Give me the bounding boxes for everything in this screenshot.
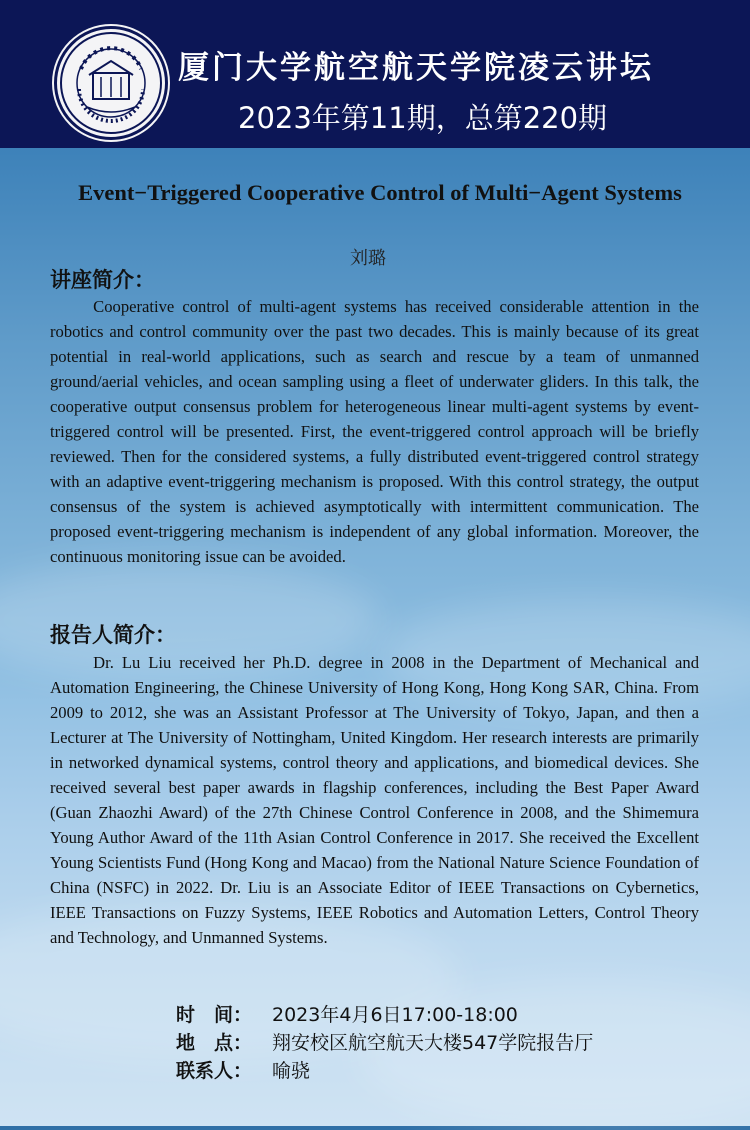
talk-title: Event−Triggered Cooperative Control of Multi−Agent Systems [78,180,682,205]
abstract-heading: 讲座简介： [50,268,155,292]
contact-label: 联系人： [176,1060,253,1082]
time-value: 2023年4月6日17:00-18:00 [272,1004,518,1026]
speaker-name: 刘璐 [350,248,386,269]
place-value: 翔安校区航空航天大楼547学院报告厅 [272,1032,594,1054]
university-seal-logo [54,26,168,140]
bio-text: Dr. Lu Liu received her Ph.D. degree in 2008 in the Department of Mechanical and Automation Engineering, the Chinese University of Hong Kong, Hong Kong SAR, China. From 2009 to 2012, she was an Assistant Professor at The University of Tokyo, Japan, and then a Lecturer at The University of Nottingham, United Kingdom. Her research interests are primarily in networked dynamical systems, control theory and applications, and biomedical devices. She received several best paper awards in flagship conferences, including the Best Paper Award (Guan Zhaozhi Award) of the 27th Chinese Control Conference in 2008, and the Shimemura Young Author Award of the 11th Asian Control Conference in 2017. She received the Excellent Young Scientists Fund (Hong Kong and Macao) from the National Nature Science Foundation of China (NSFC) in 2022. Dr. Liu is an Associate Editor of IEEE Transactions on Cybernetics, IEEE Transactions on Fuzzy Systems, IEEE Robotics and Automation Letters, Control Theory and Technology, and Unmanned Systems. [50,653,699,947]
header-banner [0,0,750,148]
contact-row [176,1056,310,1083]
bio-heading: 报告人简介： [50,623,176,647]
time-row [176,1000,518,1027]
abstract-text: Cooperative control of multi-agent systems has received considerable attention in the robotics and control community over the past two decades. This is mainly because of its great potential in real-world applications, such as search and rescue by a team of unmanned ground/aerial vehicles, and ocean sampling using a fleet of underwater gliders. In this talk, the cooperative output consensus problem for heterogeneous linear multi-agent systems by event-triggered control will be presented. First, the event-triggered control approach will be briefly reviewed. Then for the considered systems, a fully distributed event-triggered control strategy with an adaptive event-triggering mechanism is proposed. With this control strategy, the output consensus of the system is achieved asymptotically with intermittent communication. The proposed event-triggering mechanism is independent of any global information. Moreover, the continuous monitoring issue can be avoided. [50,297,699,566]
issue-number: 2023年第11期，总第220期 [238,101,608,135]
place-row [176,1028,593,1055]
place-label: 地 点： [176,1032,253,1054]
contact-value: 喻骁 [272,1060,311,1082]
time-label: 时 间： [176,1004,253,1026]
series-title: 厦门大学航空航天学院凌云讲坛 [178,50,654,86]
